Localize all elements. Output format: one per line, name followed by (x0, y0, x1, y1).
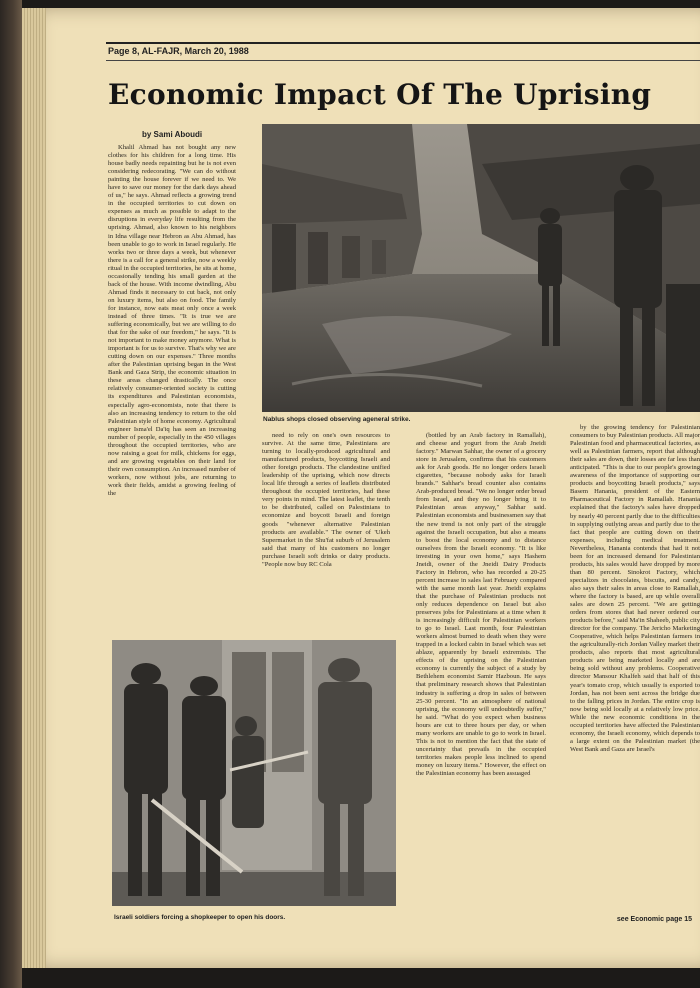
binder-spine (0, 0, 22, 988)
soldiers-shopkeeper-photo (112, 640, 396, 906)
header-rule-thin (106, 60, 700, 61)
article-byline: by Sami Aboudi (142, 130, 203, 139)
article-column-2 (262, 432, 390, 642)
article-column-4 (570, 424, 700, 912)
page-stack-edge (22, 8, 46, 968)
newspaper-page (22, 8, 700, 968)
column-3-text: (bottled by an Arab factory in Ramallah), and cheese and yogurt from the Arab Jneidi factory." Marwan Sahhar, the owner of a grocery store in Jerusalem, confirms that his customers ask for Arab goods. He no longer orders Israeli cigarettes, "because nobody asks for Israeli brands." Sahhar's bread counter also contains Arab-produced bread. "We no longer order bread from Israel, and they no longer bring it to Palestinian areas anyway," Sahhar said. Palestinian economists and businessmen say that the new trend is not only part of the struggle against the Israeli occupation, but also a means to boost the local economy and to distance ourselves from the Israeli economy. "It is like investing in your own home," says Hashem Jneidi, owner of the Jneidi Dairy Products Factory in Hebron, who has recorded a 20-25 percent increase in sales last February compared with the same month last year. Jneidi explains that the purchase of Palestinian products not only reduces dependence on Israel but also preserves jobs for Palestinians at a time when it is increasingly difficult for Palestinian workers to go to Israel. Last month, four Palestinian workers almost burned to death when they were trapped in a locked cabin in Israel which was set ablaze, apparently by Israeli extremists. The effects of the uprising on the Palestinian economy is currently the subject of a study by Bethlehem economist Samir Hazboun. He says that preliminary research shows that Palestinian industry is suffering a drop in sales of between 25-30 percent. "In an atmosphere of national uprising, the economy will undoubtedly suffer," he said. "What do you expect when business hours are cut to three hours per day, or when many workers are unable to go to work in Israel. This is not to mention the fact that the state of uncertainty that prevails in the occupied territories makes people less inclined to spend money on luxury items." However, the effect on the Palestinian economy has been assuaged (416, 432, 546, 777)
nablus-street-photo (262, 124, 700, 412)
article-headline: Economic Impact Of The Uprising (108, 78, 652, 111)
column-1-text: Khalil Ahmad has not bought any new clothes for his children for a long time. His house badly needs repainting but he is not even considering redecorating. "We can do without painting the house forever if we need to. We have to save our money for the dark days ahead of us," he says. Ahmad reflects a growing trend in the occupied territories to cut down on expenses as much as possible to adapt to the disruptions in everyday life resulting from the uprising. Ahmad, also known to his neighbors in Idna village near Hebron as Abu Ahmad, has been unable to go to work in Israel regularly. He works two or three days a week, but whenever there is a call for a general strike, now a weekly ritual in the occupied territories, he sits at home, occasionally tending his small garden at the back of the house. With income dwindling, Abu Ahmad finds it necessary to cut back, not only on luxury items, but also on food. The family for instance, now eats meat only once a week instead of three times. "It is true we are suffering economically, but we are willing to do that for the sake of our freedom," he says. "It is not important to make money anymore. What is important is for us to survive. That's why we are cutting down on our expenses." Three months after the Palestinian uprising began in the West Bank and Gaza Strip, the economic situation in these areas changed drastically. The once relatively consumer-oriented society is cutting its expenditures and Palestinian economists, especially agro-economists, note that there is also an increasing tendency to return to the old Palestinian style of home economy. Agricultural engineer Isma'el Da'iq has seen an increasing number of people, especially in the 450 villages throughout the occupied territories, who are now raising a goat for milk, chickens for eggs, and are growing vegetables on their land for their own consumption. An increased number of workers, now without jobs, are returning to work their fields, amidst a growing feeling of the (108, 144, 236, 498)
page-folio: Page 8, AL-FAJR, March 20, 1988 (108, 46, 249, 56)
header-rule (106, 42, 700, 44)
column-2-text: need to rely on one's own resources to survive. At the same time, Palestinians are turning to locally-produced agricultural and manufactured products, boycotting Israeli and other foreign products. The clandestine unified leadership of the uprising, which now directs local life through a series of leaflets distributed throughout the occupied territories, had these very points in mind. The latest leaflet, the tenth to be distributed, called on Palestinians to economize and boycott Israeli and foreign goods "whenever alternative Palestinian products are available." The owner of 'Ukeh Supermarket in the Shu'fat suburb of Jerusalem said that many of his customers no longer purchase Israeli soft drinks or dairy products. "People now buy RC Cola (262, 432, 390, 568)
article-column-1 (108, 144, 236, 624)
bottom-photo-caption: Israeli soldiers forcing a shopkeeper to open his doors. (114, 914, 286, 921)
article-column-3 (416, 432, 546, 928)
nablus-street-illustration (262, 124, 700, 412)
top-photo-caption: Nablus shops closed observing ageneral strike. (263, 416, 411, 423)
column-4-text: by the growing tendency for Palestinian consumers to buy Palestinian products. All major Palestinian food and pharmaceutical factories, as well as Palestinian farmers, report that although their sales are down, their losses are far less than anticipated. "This is due to our people's growing awareness of the importance of supporting our products and boycotting Israeli products," says Basem Hanania, president of the Eastern Pharmaceutical Factory in Ramallah. Hanania explained that the factory's sales have dropped by nearly 40 percent partly due to the difficulties in supplying outlying areas and partly due to the fact that people are cutting down on their expenses, including medical treatment. Nevertheless, Hanania contends that had it not been for an increased demand for Palestinian products, his sales would have dropped by more than 80 percent. Sinokrot Factory, which specializes in chocolates, biscuits, and candy, also says their sales in areas close to Ramallah, where the factory is based, are up while overall sales are down 25 percent. "We are getting orders from stores that had never ordered our products before," said Ma'in Shaheeb, public city director for the company. The Jericho Marketing Cooperative, which helps Palestinian farmers in the agriculturally-rich Jordan Valley market their products, also reports that most agricultural products are being marketed locally and are being sold without any problems. Cooperative director Mansour Khalfeh said that half of this year's tomato crop, which usually is exported to Jordan, has not been sent across the bridge due to the falling prices in Jordan. The entire crop is now being sold locally at a relatively low price. While the new economic conditions in the occupied territories have affected the Palestinian economy, the Israeli economy, which depends to a large extent on the Palestinian market (the West Bank and Gaza are Israel's (570, 424, 700, 753)
soldiers-illustration (112, 640, 396, 906)
continued-jump-line: see Economic page 15 (616, 916, 692, 923)
